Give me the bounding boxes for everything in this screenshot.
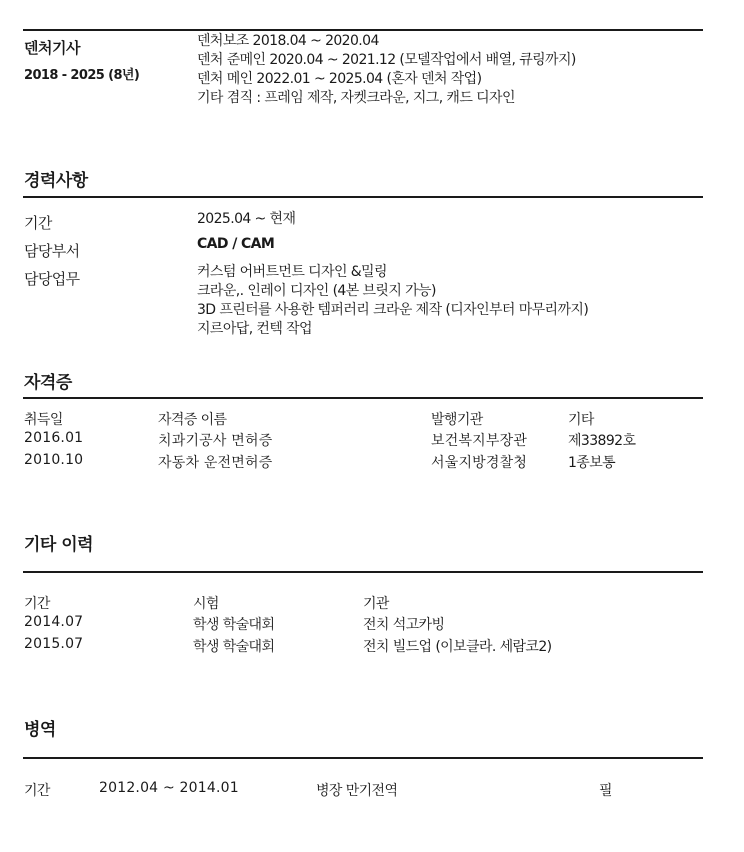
- license-col-issuer: 발행기관: [431, 412, 483, 428]
- license-col-name: 자격증 이름: [158, 412, 227, 428]
- career-dept-label: 담당부서: [24, 242, 80, 260]
- other-org: 전치 석고카빙: [363, 617, 445, 633]
- license-issuer: 보건복지부장관: [431, 433, 528, 449]
- career-duty-line: 지르아답, 컨텍 작업: [197, 321, 312, 337]
- military-divider: [23, 757, 703, 759]
- top-divider: [23, 29, 703, 31]
- career-duty-label: 담당업무: [24, 270, 80, 288]
- career-duty-line: 3D 프린터를 사용한 템퍼러리 크라운 제작 (디자인부터 마무리까지): [197, 302, 589, 318]
- license-name: 자동차 운전면허증: [158, 455, 273, 471]
- career-duty-line: 크라운,. 인레이 디자인 (4본 브릿지 가능): [197, 283, 436, 299]
- career-duties: [197, 263, 588, 339]
- other-exam: 학생 학술대회: [193, 639, 275, 655]
- license-date: 2016.01: [24, 430, 84, 446]
- other-col-exam: 시험: [193, 596, 219, 612]
- job-detail-line: 덴처 준메인 2020.04 ~ 2021.12 (모델작업에서 배열, 큐링까지): [197, 52, 576, 68]
- career-period-value: 2025.04 ~ 현재: [197, 211, 296, 227]
- other-heading: 기타 이력: [24, 535, 94, 555]
- license-etc: 제33892호: [568, 433, 636, 449]
- job-detail-line: 기타 겸직 : 프레임 제작, 자켓크라운, 지그, 캐드 디자인: [197, 90, 515, 106]
- license-col-date: 취득일: [24, 412, 63, 428]
- license-divider: [23, 397, 703, 399]
- job-detail-line: 덴처 메인 2022.01 ~ 2025.04 (혼자 덴처 작업): [197, 71, 482, 87]
- license-etc: 1종보통: [568, 455, 616, 471]
- other-col-org: 기관: [363, 596, 389, 612]
- military-status: 필: [599, 783, 612, 799]
- job-details: [197, 32, 576, 108]
- career-divider: [23, 196, 703, 198]
- other-period: 2015.07: [24, 636, 84, 652]
- military-period-label: 기간: [24, 783, 50, 799]
- military-rank: 병장 만기전역: [316, 783, 398, 799]
- job-detail-line: 덴처보조 2018.04 ~ 2020.04: [197, 33, 379, 49]
- military-heading: 병역: [24, 720, 56, 740]
- license-name: 치과기공사 면허증: [158, 433, 273, 449]
- other-period: 2014.07: [24, 614, 84, 630]
- career-heading: 경력사항: [24, 171, 88, 191]
- job-period: 2018 - 2025 (8년): [24, 68, 140, 83]
- license-col-etc: 기타: [568, 412, 594, 428]
- license-heading: 자격증: [24, 373, 72, 393]
- other-col-period: 기간: [24, 596, 50, 612]
- career-dept-value: CAD / CAM: [197, 236, 275, 252]
- other-divider: [23, 571, 703, 573]
- career-period-label: 기간: [24, 214, 52, 232]
- job-title: 덴처기사: [24, 39, 80, 57]
- other-exam: 학생 학술대회: [193, 617, 275, 633]
- license-date: 2010.10: [24, 452, 84, 468]
- license-issuer: 서울지방경찰청: [431, 455, 528, 471]
- other-org: 전치 빌드업 (이보클라. 세람코2): [363, 639, 552, 655]
- career-duty-line: 커스텀 어버트먼트 디자인 &밀링: [197, 264, 387, 280]
- military-period-value: 2012.04 ~ 2014.01: [99, 780, 239, 796]
